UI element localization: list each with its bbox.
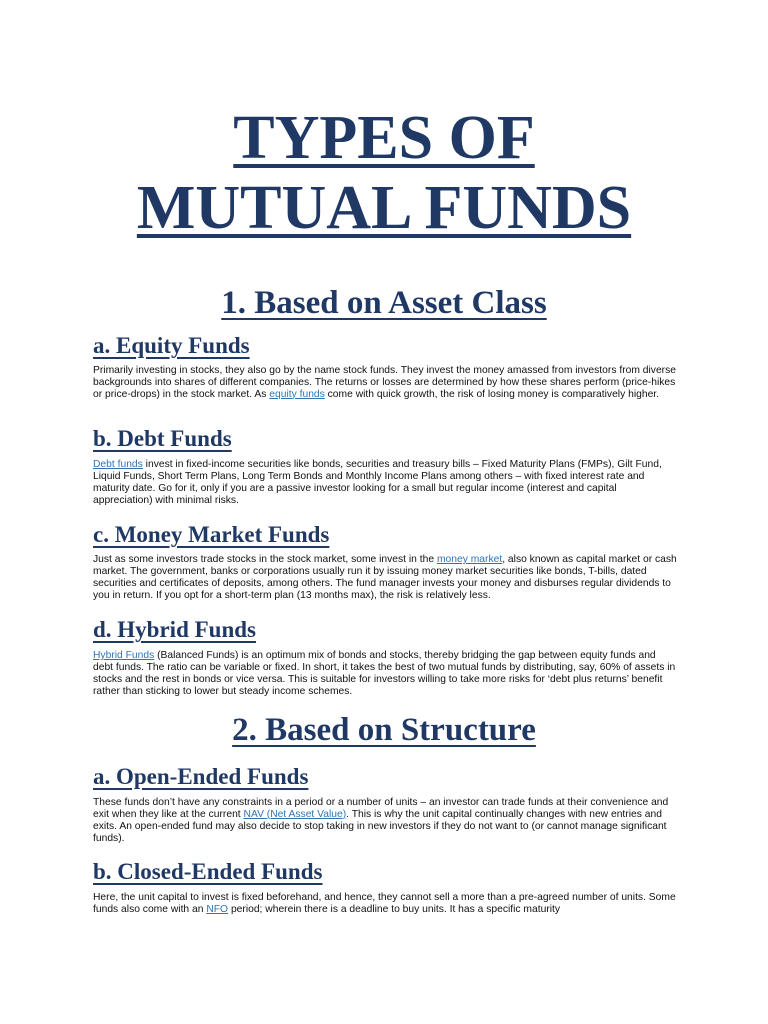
section-heading-structure: 2. Based on Structure: [232, 712, 536, 748]
paragraph-closed-ended-funds: [93, 892, 678, 916]
title-line-2: MUTUAL FUNDS: [136, 174, 632, 242]
paragraph-text: period; wherein there is a deadline to buy units. It has a specific maturity: [228, 903, 561, 915]
paragraph-open-ended-funds: [93, 797, 678, 845]
subheading-debt-funds: b. Debt Funds: [93, 426, 232, 451]
subheading-closed-ended-funds: b. Closed-Ended Funds: [93, 859, 323, 884]
subheading-money-market-funds: c. Money Market Funds: [93, 522, 330, 547]
paragraph-text: . This is why the unit capital continually changes with new entries and exits. An open-ended fund may also decide to stop taking in new investors if they do not want to (or cannot manage significant funds).: [93, 808, 667, 844]
paragraph-text: come with quick growth, the risk of losing money is comparatively higher.: [324, 388, 660, 400]
link-money-market[interactable]: money market: [436, 554, 503, 565]
title-line-1: TYPES OF: [233, 104, 535, 172]
section-heading-asset-class: 1. Based on Asset Class: [221, 285, 547, 321]
paragraph-hybrid-funds: [93, 650, 678, 698]
paragraph-text: Here, the unit capital to invest is fixed beforehand, and hence, they cannot sell a more than a pre-agreed number of units. Some funds also come with an: [93, 892, 676, 915]
paragraph-text: (Balanced Funds) is an optimum mix of bonds and stocks, thereby bridging the gap between equity funds and debt funds. The ratio can be variable or fixed. In short, it takes the best of two mutual funds by distributing, say, 60% of assets in stocks and the rest in bonds or vice versa. This is suitable for investors willing to take more risks for ‘debt plus returns’ benefit rather than sticking to lower but steady income schemes.: [93, 650, 676, 697]
paragraph-debt-funds: [93, 459, 678, 507]
paragraph-money-market-funds: [93, 554, 678, 602]
link-nav[interactable]: NAV (Net Asset Value): [243, 808, 347, 820]
link-equity-funds[interactable]: equity funds: [269, 388, 325, 400]
link-debt-funds[interactable]: Debt funds: [93, 459, 143, 470]
paragraph-text: Primarily investing in stocks, they also go by the name stock funds. They invest the money amassed from investors from diverse backgrounds into shares of different companies. The returns or losses are determined by how these shares perform (price-hikes or price-drops) in the stock market. As: [93, 365, 676, 400]
subheading-hybrid-funds: d. Hybrid Funds: [93, 617, 256, 642]
document-title: [0, 103, 768, 243]
link-nfo[interactable]: NFO: [206, 903, 229, 915]
paragraph-equity-funds: [93, 365, 678, 401]
paragraph-text: These funds don’t have any constraints in a period or a number of units – an investor can trade funds at their convenience and exit when they like at the current: [93, 797, 669, 820]
link-hybrid-funds[interactable]: Hybrid Funds: [93, 650, 155, 661]
paragraph-text: Just as some investors trade stocks in the stock market, some invest in the: [93, 554, 437, 565]
subheading-open-ended-funds: a. Open-Ended Funds: [93, 764, 309, 789]
paragraph-text: , also known as capital market or cash market. The government, banks or corporations usually run it by issuing money market securities like bonds, T-bills, dated securities and certificates of deposits, among others. The fund manager invests your money and disburses regular dividends to you in return. If you opt for a short-term plan (13 months max), the risk is relatively less.: [93, 554, 677, 601]
subheading-equity-funds: a. Equity Funds: [93, 333, 250, 358]
paragraph-text: invest in fixed-income securities like bonds, securities and treasury bills – Fixed Maturity Plans (FMPs), Gilt Fund, Liquid Funds, Short Term Plans, Long Term Bonds and Monthly Income Plans among others – with fixed interest rate and maturity date. Go for it, only if you are a passive investor looking for a small but regular income (interest and capital appreciation) with minimal risks.: [93, 459, 662, 506]
